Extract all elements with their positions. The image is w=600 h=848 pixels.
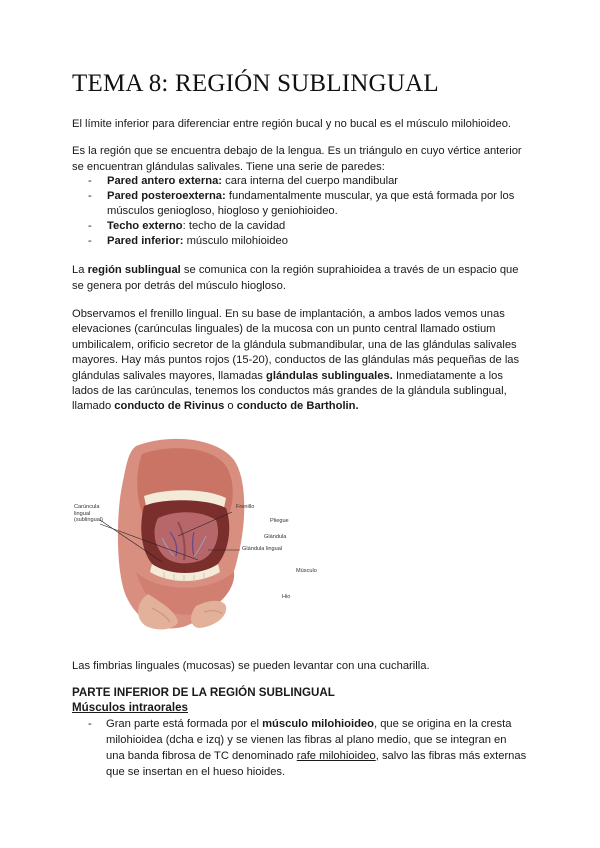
label-frenillo: Frenillo	[236, 504, 255, 510]
subsection-title: Músculos intraorales	[72, 701, 188, 714]
anatomy-figure	[66, 436, 317, 632]
label-caruncula: Carúncula lingual (sublingual)	[74, 504, 103, 523]
list-item: - Pared inferior: músculo milohioideo	[88, 234, 528, 249]
fimbrias-paragraph: Las fimbrias linguales (mucosas) se pueden levantar con una cucharilla.	[72, 660, 430, 672]
list-item: - Pared posteroexterna: fundamentalmente muscular, ya que está formada por los músculos geniogloso, hiogloso y geniohioideo.	[88, 189, 528, 219]
muscles-list	[88, 716, 528, 780]
label-glandula: Glándula	[264, 534, 287, 540]
region-description: Es la región que se encuentra debajo de la lengua. Es un triángulo en cuyo vértice anterior se encuentran glándulas salivales. Tiene una serie de paredes:	[72, 145, 522, 173]
list-item: - Techo externo: techo de la cavidad	[88, 219, 528, 234]
walls-list	[88, 174, 528, 249]
label-hio: Hio	[282, 594, 291, 600]
intro-paragraph: El límite inferior para diferenciar entre región bucal y no bucal es el músculo milohioideo.	[72, 118, 512, 130]
label-musculo: Músculo	[296, 568, 317, 574]
section-title: PARTE INFERIOR DE LA REGIÓN SUBLINGUAL	[72, 686, 335, 699]
list-item: - Gran parte está formada por el músculo milohioideo, que se origina en la cresta milohioidea (dcha e izq) y se vienen las fibras al plano medio, que se integran en una banda fibrosa de TC denominado rafe milohioideo, salvo las fibras más externas que se insertan en el hueso hioides.	[88, 716, 528, 780]
label-pliegue: Pliegue	[270, 518, 289, 524]
page-title: TEMA 8: REGIÓN SUBLINGUAL	[72, 70, 439, 97]
label-glandula-lingual: Glándula lingual	[242, 546, 283, 552]
frenillo-paragraph: Observamos el frenillo lingual. En su base de implantación, a ambos lados vemos unas elevaciones (carúnculas linguales) de la mucosa con un punto central llamado ostium umbilicalem, orificio secretor de la glándula submandibular, una de las glándulas salivales mayores. Hay más puntos rojos (15-20), conductos de las glándulas más pequeñas de las glándulas salivales mayores, llamadas glándulas sublinguales. Inmediatamente a los lados de las carúnculas, tenemos los conductos más grandes de la glándula sublingual, llamado conducto de Rivinus o conducto de Bartholin.	[72, 308, 520, 413]
list-item: - Pared antero externa: cara interna del cuerpo mandibular	[88, 174, 528, 189]
communication-paragraph: La región sublingual se comunica con la región suprahioidea a través de un espacio que se genera por detrás del músculo hiogloso.	[72, 264, 519, 292]
